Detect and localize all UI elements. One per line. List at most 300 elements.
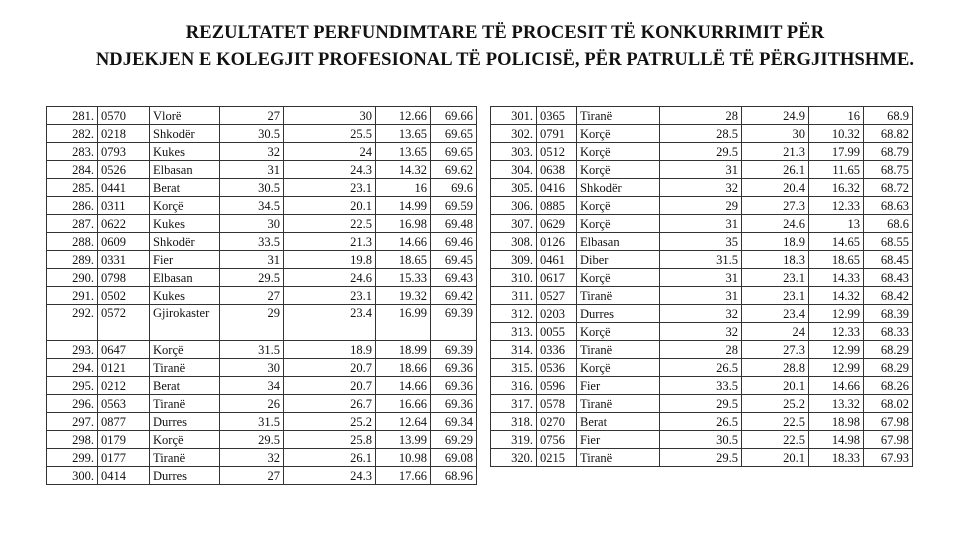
cell-score-2: 20.1 bbox=[742, 449, 809, 467]
cell-score-1: 27 bbox=[220, 107, 284, 125]
cell-city: Kukes bbox=[150, 143, 220, 161]
cell-score-1: 28.5 bbox=[660, 125, 742, 143]
cell-total: 69.65 bbox=[431, 125, 477, 143]
cell-total: 69.43 bbox=[431, 269, 477, 287]
cell-total: 69.66 bbox=[431, 107, 477, 125]
cell-score-3: 17.66 bbox=[376, 467, 431, 485]
cell-city: Korçë bbox=[577, 143, 660, 161]
cell-score-2: 24.3 bbox=[284, 161, 376, 179]
cell-score-1: 30.5 bbox=[660, 431, 742, 449]
table-row bbox=[47, 269, 477, 287]
cell-rank: 315. bbox=[491, 359, 537, 377]
cell-total: 68.72 bbox=[864, 179, 913, 197]
cell-code: 0885 bbox=[537, 197, 577, 215]
cell-code: 0461 bbox=[537, 251, 577, 269]
table-row bbox=[47, 341, 477, 359]
cell-rank: 296. bbox=[47, 395, 98, 413]
cell-score-3: 13 bbox=[809, 215, 864, 233]
cell-score-2: 19.8 bbox=[284, 251, 376, 269]
cell-total: 68.29 bbox=[864, 341, 913, 359]
cell-code: 0570 bbox=[98, 107, 150, 125]
results-table-left bbox=[46, 106, 477, 485]
cell-city: Korçë bbox=[150, 431, 220, 449]
cell-score-2: 20.1 bbox=[284, 197, 376, 215]
cell-total: 68.79 bbox=[864, 143, 913, 161]
cell-city: Berat bbox=[150, 179, 220, 197]
cell-score-1: 29 bbox=[220, 305, 284, 341]
cell-score-2: 20.1 bbox=[742, 377, 809, 395]
cell-score-2: 25.8 bbox=[284, 431, 376, 449]
cell-rank: 310. bbox=[491, 269, 537, 287]
cell-code: 0270 bbox=[537, 413, 577, 431]
cell-score-1: 31 bbox=[660, 215, 742, 233]
cell-city: Diber bbox=[577, 251, 660, 269]
cell-city: Tiranë bbox=[577, 341, 660, 359]
cell-score-2: 26.1 bbox=[742, 161, 809, 179]
cell-rank: 286. bbox=[47, 197, 98, 215]
cell-score-3: 13.99 bbox=[376, 431, 431, 449]
cell-code: 0578 bbox=[537, 395, 577, 413]
cell-score-1: 29.5 bbox=[660, 395, 742, 413]
cell-score-2: 22.5 bbox=[284, 215, 376, 233]
cell-score-1: 31 bbox=[660, 269, 742, 287]
cell-score-2: 28.8 bbox=[742, 359, 809, 377]
table-row bbox=[491, 377, 913, 395]
cell-city: Korçë bbox=[577, 197, 660, 215]
cell-total: 68.55 bbox=[864, 233, 913, 251]
cell-score-3: 14.66 bbox=[376, 377, 431, 395]
table-row bbox=[491, 107, 913, 125]
cell-score-3: 15.33 bbox=[376, 269, 431, 287]
table-row bbox=[47, 431, 477, 449]
table-row bbox=[491, 233, 913, 251]
table-row bbox=[47, 233, 477, 251]
results-table-left-body bbox=[47, 107, 477, 485]
cell-code: 0203 bbox=[537, 305, 577, 323]
cell-score-2: 27.3 bbox=[742, 341, 809, 359]
cell-score-2: 23.1 bbox=[742, 287, 809, 305]
cell-rank: 302. bbox=[491, 125, 537, 143]
cell-score-2: 23.4 bbox=[284, 305, 376, 341]
cell-score-3: 13.65 bbox=[376, 143, 431, 161]
cell-total: 67.93 bbox=[864, 449, 913, 467]
table-row bbox=[47, 197, 477, 215]
cell-city: Fier bbox=[577, 431, 660, 449]
cell-city: Tiranë bbox=[577, 287, 660, 305]
cell-score-3: 14.33 bbox=[809, 269, 864, 287]
cell-code: 0756 bbox=[537, 431, 577, 449]
cell-score-1: 29.5 bbox=[660, 449, 742, 467]
cell-total: 68.02 bbox=[864, 395, 913, 413]
cell-score-3: 12.99 bbox=[809, 341, 864, 359]
cell-score-1: 28 bbox=[660, 341, 742, 359]
cell-score-3: 17.99 bbox=[809, 143, 864, 161]
cell-city: Elbasan bbox=[150, 269, 220, 287]
cell-rank: 289. bbox=[47, 251, 98, 269]
cell-city: Korçë bbox=[577, 215, 660, 233]
cell-score-1: 32 bbox=[660, 179, 742, 197]
cell-score-1: 33.5 bbox=[220, 233, 284, 251]
cell-total: 68.39 bbox=[864, 305, 913, 323]
cell-score-1: 28 bbox=[660, 107, 742, 125]
cell-score-3: 18.66 bbox=[376, 359, 431, 377]
cell-total: 68.43 bbox=[864, 269, 913, 287]
cell-score-2: 23.4 bbox=[742, 305, 809, 323]
cell-score-3: 14.32 bbox=[376, 161, 431, 179]
cell-total: 68.45 bbox=[864, 251, 913, 269]
cell-score-2: 24.6 bbox=[742, 215, 809, 233]
cell-score-2: 22.5 bbox=[742, 413, 809, 431]
cell-rank: 287. bbox=[47, 215, 98, 233]
cell-code: 0609 bbox=[98, 233, 150, 251]
cell-city: Shkodër bbox=[150, 233, 220, 251]
cell-score-2: 20.7 bbox=[284, 377, 376, 395]
cell-score-3: 10.32 bbox=[809, 125, 864, 143]
cell-score-1: 30.5 bbox=[220, 179, 284, 197]
cell-total: 68.75 bbox=[864, 161, 913, 179]
cell-total: 69.42 bbox=[431, 287, 477, 305]
cell-city: Tiranë bbox=[150, 395, 220, 413]
cell-score-1: 30.5 bbox=[220, 125, 284, 143]
cell-code: 0647 bbox=[98, 341, 150, 359]
cell-total: 69.39 bbox=[431, 305, 477, 341]
table-row bbox=[491, 197, 913, 215]
cell-city: Fier bbox=[150, 251, 220, 269]
cell-score-2: 25.2 bbox=[284, 413, 376, 431]
cell-score-3: 19.32 bbox=[376, 287, 431, 305]
cell-code: 0055 bbox=[537, 323, 577, 341]
cell-rank: 292. bbox=[47, 305, 98, 341]
cell-rank: 293. bbox=[47, 341, 98, 359]
cell-score-2: 23.1 bbox=[284, 287, 376, 305]
cell-code: 0215 bbox=[537, 449, 577, 467]
table-row bbox=[491, 359, 913, 377]
cell-score-3: 16.32 bbox=[809, 179, 864, 197]
cell-city: Tiranë bbox=[577, 449, 660, 467]
table-row bbox=[47, 305, 477, 341]
cell-score-3: 18.65 bbox=[809, 251, 864, 269]
cell-score-3: 12.66 bbox=[376, 107, 431, 125]
cell-score-1: 32 bbox=[660, 305, 742, 323]
cell-score-1: 30 bbox=[220, 359, 284, 377]
cell-total: 69.62 bbox=[431, 161, 477, 179]
cell-rank: 320. bbox=[491, 449, 537, 467]
cell-score-3: 14.99 bbox=[376, 197, 431, 215]
cell-rank: 285. bbox=[47, 179, 98, 197]
table-row bbox=[47, 287, 477, 305]
cell-code: 0441 bbox=[98, 179, 150, 197]
table-row bbox=[491, 269, 913, 287]
cell-score-3: 13.65 bbox=[376, 125, 431, 143]
cell-total: 68.26 bbox=[864, 377, 913, 395]
table-row bbox=[47, 359, 477, 377]
cell-score-1: 31.5 bbox=[220, 341, 284, 359]
cell-code: 0512 bbox=[537, 143, 577, 161]
cell-score-1: 30 bbox=[220, 215, 284, 233]
cell-score-2: 24 bbox=[742, 323, 809, 341]
cell-score-1: 31 bbox=[220, 161, 284, 179]
cell-score-2: 18.9 bbox=[742, 233, 809, 251]
cell-rank: 312. bbox=[491, 305, 537, 323]
cell-total: 69.08 bbox=[431, 449, 477, 467]
cell-rank: 301. bbox=[491, 107, 537, 125]
cell-rank: 316. bbox=[491, 377, 537, 395]
cell-score-2: 23.1 bbox=[284, 179, 376, 197]
cell-total: 69.6 bbox=[431, 179, 477, 197]
cell-total: 68.82 bbox=[864, 125, 913, 143]
cell-rank: 282. bbox=[47, 125, 98, 143]
cell-score-1: 27 bbox=[220, 287, 284, 305]
cell-score-2: 20.4 bbox=[742, 179, 809, 197]
cell-code: 0218 bbox=[98, 125, 150, 143]
cell-score-1: 27 bbox=[220, 467, 284, 485]
cell-code: 0793 bbox=[98, 143, 150, 161]
table-row bbox=[491, 431, 913, 449]
table-row bbox=[491, 395, 913, 413]
cell-code: 0126 bbox=[537, 233, 577, 251]
table-row bbox=[47, 251, 477, 269]
cell-score-2: 24.6 bbox=[284, 269, 376, 287]
cell-score-1: 33.5 bbox=[660, 377, 742, 395]
cell-total: 69.36 bbox=[431, 377, 477, 395]
cell-code: 0629 bbox=[537, 215, 577, 233]
cell-rank: 290. bbox=[47, 269, 98, 287]
cell-city: Korçë bbox=[150, 197, 220, 215]
cell-total: 69.29 bbox=[431, 431, 477, 449]
cell-city: Berat bbox=[150, 377, 220, 395]
cell-score-1: 29.5 bbox=[220, 431, 284, 449]
cell-rank: 304. bbox=[491, 161, 537, 179]
cell-city: Durres bbox=[577, 305, 660, 323]
cell-code: 0791 bbox=[537, 125, 577, 143]
cell-rank: 306. bbox=[491, 197, 537, 215]
cell-score-2: 24 bbox=[284, 143, 376, 161]
table-row bbox=[491, 305, 913, 323]
table-row bbox=[491, 251, 913, 269]
cell-city: Korçë bbox=[577, 125, 660, 143]
cell-total: 67.98 bbox=[864, 413, 913, 431]
cell-code: 0527 bbox=[537, 287, 577, 305]
cell-city: Korçë bbox=[150, 341, 220, 359]
table-row bbox=[47, 413, 477, 431]
cell-total: 68.96 bbox=[431, 467, 477, 485]
cell-rank: 288. bbox=[47, 233, 98, 251]
cell-rank: 314. bbox=[491, 341, 537, 359]
cell-score-1: 34.5 bbox=[220, 197, 284, 215]
cell-city: Tiranë bbox=[577, 107, 660, 125]
cell-total: 68.6 bbox=[864, 215, 913, 233]
cell-total: 68.29 bbox=[864, 359, 913, 377]
cell-total: 69.45 bbox=[431, 251, 477, 269]
table-row bbox=[491, 287, 913, 305]
table-row bbox=[491, 215, 913, 233]
table-row bbox=[491, 179, 913, 197]
cell-code: 0536 bbox=[537, 359, 577, 377]
cell-score-1: 26.5 bbox=[660, 359, 742, 377]
cell-code: 0622 bbox=[98, 215, 150, 233]
cell-rank: 308. bbox=[491, 233, 537, 251]
table-row bbox=[491, 413, 913, 431]
cell-total: 68.9 bbox=[864, 107, 913, 125]
cell-code: 0502 bbox=[98, 287, 150, 305]
cell-city: Gjirokaster bbox=[150, 305, 220, 341]
cell-rank: 300. bbox=[47, 467, 98, 485]
title-line-1: REZULTATET PERFUNDIMTARE TË PROCESIT TË KONKURRIMIT PËR bbox=[185, 23, 825, 43]
cell-score-2: 20.7 bbox=[284, 359, 376, 377]
cell-code: 0121 bbox=[98, 359, 150, 377]
cell-code: 0798 bbox=[98, 269, 150, 287]
table-row bbox=[47, 215, 477, 233]
table-row bbox=[47, 179, 477, 197]
cell-rank: 291. bbox=[47, 287, 98, 305]
cell-score-2: 21.3 bbox=[284, 233, 376, 251]
cell-score-2: 26.1 bbox=[284, 449, 376, 467]
table-row bbox=[491, 323, 913, 341]
cell-score-2: 24.9 bbox=[742, 107, 809, 125]
cell-score-2: 26.7 bbox=[284, 395, 376, 413]
table-row bbox=[47, 161, 477, 179]
cell-rank: 307. bbox=[491, 215, 537, 233]
cell-score-3: 12.64 bbox=[376, 413, 431, 431]
table-row bbox=[47, 107, 477, 125]
table-row bbox=[491, 161, 913, 179]
cell-score-3: 16.66 bbox=[376, 395, 431, 413]
cell-code: 0179 bbox=[98, 431, 150, 449]
cell-total: 69.36 bbox=[431, 359, 477, 377]
results-table-right-body bbox=[491, 107, 913, 467]
cell-city: Durres bbox=[150, 413, 220, 431]
table-row bbox=[491, 449, 913, 467]
cell-city: Elbasan bbox=[150, 161, 220, 179]
cell-score-3: 18.98 bbox=[809, 413, 864, 431]
cell-rank: 298. bbox=[47, 431, 98, 449]
cell-score-3: 12.99 bbox=[809, 359, 864, 377]
cell-rank: 295. bbox=[47, 377, 98, 395]
cell-rank: 281. bbox=[47, 107, 98, 125]
page-title bbox=[0, 20, 960, 74]
cell-total: 67.98 bbox=[864, 431, 913, 449]
cell-score-1: 35 bbox=[660, 233, 742, 251]
cell-score-2: 25.2 bbox=[742, 395, 809, 413]
table-row bbox=[47, 467, 477, 485]
cell-city: Tiranë bbox=[150, 449, 220, 467]
cell-city: Kukes bbox=[150, 287, 220, 305]
cell-code: 0877 bbox=[98, 413, 150, 431]
table-row bbox=[47, 377, 477, 395]
cell-score-2: 25.5 bbox=[284, 125, 376, 143]
cell-score-2: 27.3 bbox=[742, 197, 809, 215]
cell-score-1: 29 bbox=[660, 197, 742, 215]
cell-score-2: 18.3 bbox=[742, 251, 809, 269]
cell-score-1: 31 bbox=[220, 251, 284, 269]
cell-total: 69.59 bbox=[431, 197, 477, 215]
cell-score-3: 16.98 bbox=[376, 215, 431, 233]
cell-code: 0212 bbox=[98, 377, 150, 395]
cell-code: 0414 bbox=[98, 467, 150, 485]
cell-code: 0617 bbox=[537, 269, 577, 287]
cell-code: 0365 bbox=[537, 107, 577, 125]
cell-city: Korçë bbox=[577, 161, 660, 179]
cell-score-3: 14.32 bbox=[809, 287, 864, 305]
cell-city: Fier bbox=[577, 377, 660, 395]
cell-score-3: 11.65 bbox=[809, 161, 864, 179]
cell-rank: 313. bbox=[491, 323, 537, 341]
cell-score-3: 10.98 bbox=[376, 449, 431, 467]
cell-score-1: 26 bbox=[220, 395, 284, 413]
cell-city: Berat bbox=[577, 413, 660, 431]
table-row bbox=[491, 341, 913, 359]
cell-score-3: 14.66 bbox=[376, 233, 431, 251]
cell-total: 68.42 bbox=[864, 287, 913, 305]
table-row bbox=[47, 125, 477, 143]
cell-code: 0331 bbox=[98, 251, 150, 269]
cell-total: 68.63 bbox=[864, 197, 913, 215]
cell-city: Tiranë bbox=[577, 395, 660, 413]
cell-code: 0526 bbox=[98, 161, 150, 179]
table-row bbox=[491, 125, 913, 143]
cell-score-1: 32 bbox=[660, 323, 742, 341]
cell-city: Vlorë bbox=[150, 107, 220, 125]
cell-code: 0311 bbox=[98, 197, 150, 215]
cell-rank: 305. bbox=[491, 179, 537, 197]
cell-score-3: 18.33 bbox=[809, 449, 864, 467]
cell-rank: 297. bbox=[47, 413, 98, 431]
cell-total: 69.46 bbox=[431, 233, 477, 251]
table-row bbox=[491, 143, 913, 161]
cell-score-2: 21.3 bbox=[742, 143, 809, 161]
cell-rank: 311. bbox=[491, 287, 537, 305]
cell-score-1: 31 bbox=[660, 287, 742, 305]
cell-score-1: 34 bbox=[220, 377, 284, 395]
cell-city: Durres bbox=[150, 467, 220, 485]
cell-score-3: 13.32 bbox=[809, 395, 864, 413]
cell-rank: 284. bbox=[47, 161, 98, 179]
cell-score-1: 31.5 bbox=[220, 413, 284, 431]
cell-score-2: 22.5 bbox=[742, 431, 809, 449]
cell-score-1: 31.5 bbox=[660, 251, 742, 269]
cell-score-1: 29.5 bbox=[660, 143, 742, 161]
cell-city: Korçë bbox=[577, 323, 660, 341]
cell-score-1: 32 bbox=[220, 449, 284, 467]
cell-city: Shkodër bbox=[577, 179, 660, 197]
cell-score-3: 12.33 bbox=[809, 323, 864, 341]
cell-score-2: 30 bbox=[742, 125, 809, 143]
cell-score-1: 29.5 bbox=[220, 269, 284, 287]
cell-score-2: 23.1 bbox=[742, 269, 809, 287]
cell-rank: 299. bbox=[47, 449, 98, 467]
cell-code: 0638 bbox=[537, 161, 577, 179]
cell-rank: 283. bbox=[47, 143, 98, 161]
cell-score-2: 30 bbox=[284, 107, 376, 125]
cell-code: 0177 bbox=[98, 449, 150, 467]
cell-code: 0596 bbox=[537, 377, 577, 395]
table-row bbox=[47, 449, 477, 467]
cell-rank: 294. bbox=[47, 359, 98, 377]
cell-score-3: 16.99 bbox=[376, 305, 431, 341]
cell-score-3: 12.33 bbox=[809, 197, 864, 215]
cell-score-3: 14.98 bbox=[809, 431, 864, 449]
cell-score-1: 26.5 bbox=[660, 413, 742, 431]
cell-city: Korçë bbox=[577, 269, 660, 287]
table-row bbox=[47, 395, 477, 413]
cell-rank: 317. bbox=[491, 395, 537, 413]
cell-code: 0416 bbox=[537, 179, 577, 197]
table-row bbox=[47, 143, 477, 161]
cell-total: 69.39 bbox=[431, 341, 477, 359]
cell-city: Elbasan bbox=[577, 233, 660, 251]
cell-score-1: 31 bbox=[660, 161, 742, 179]
cell-city: Tiranë bbox=[150, 359, 220, 377]
